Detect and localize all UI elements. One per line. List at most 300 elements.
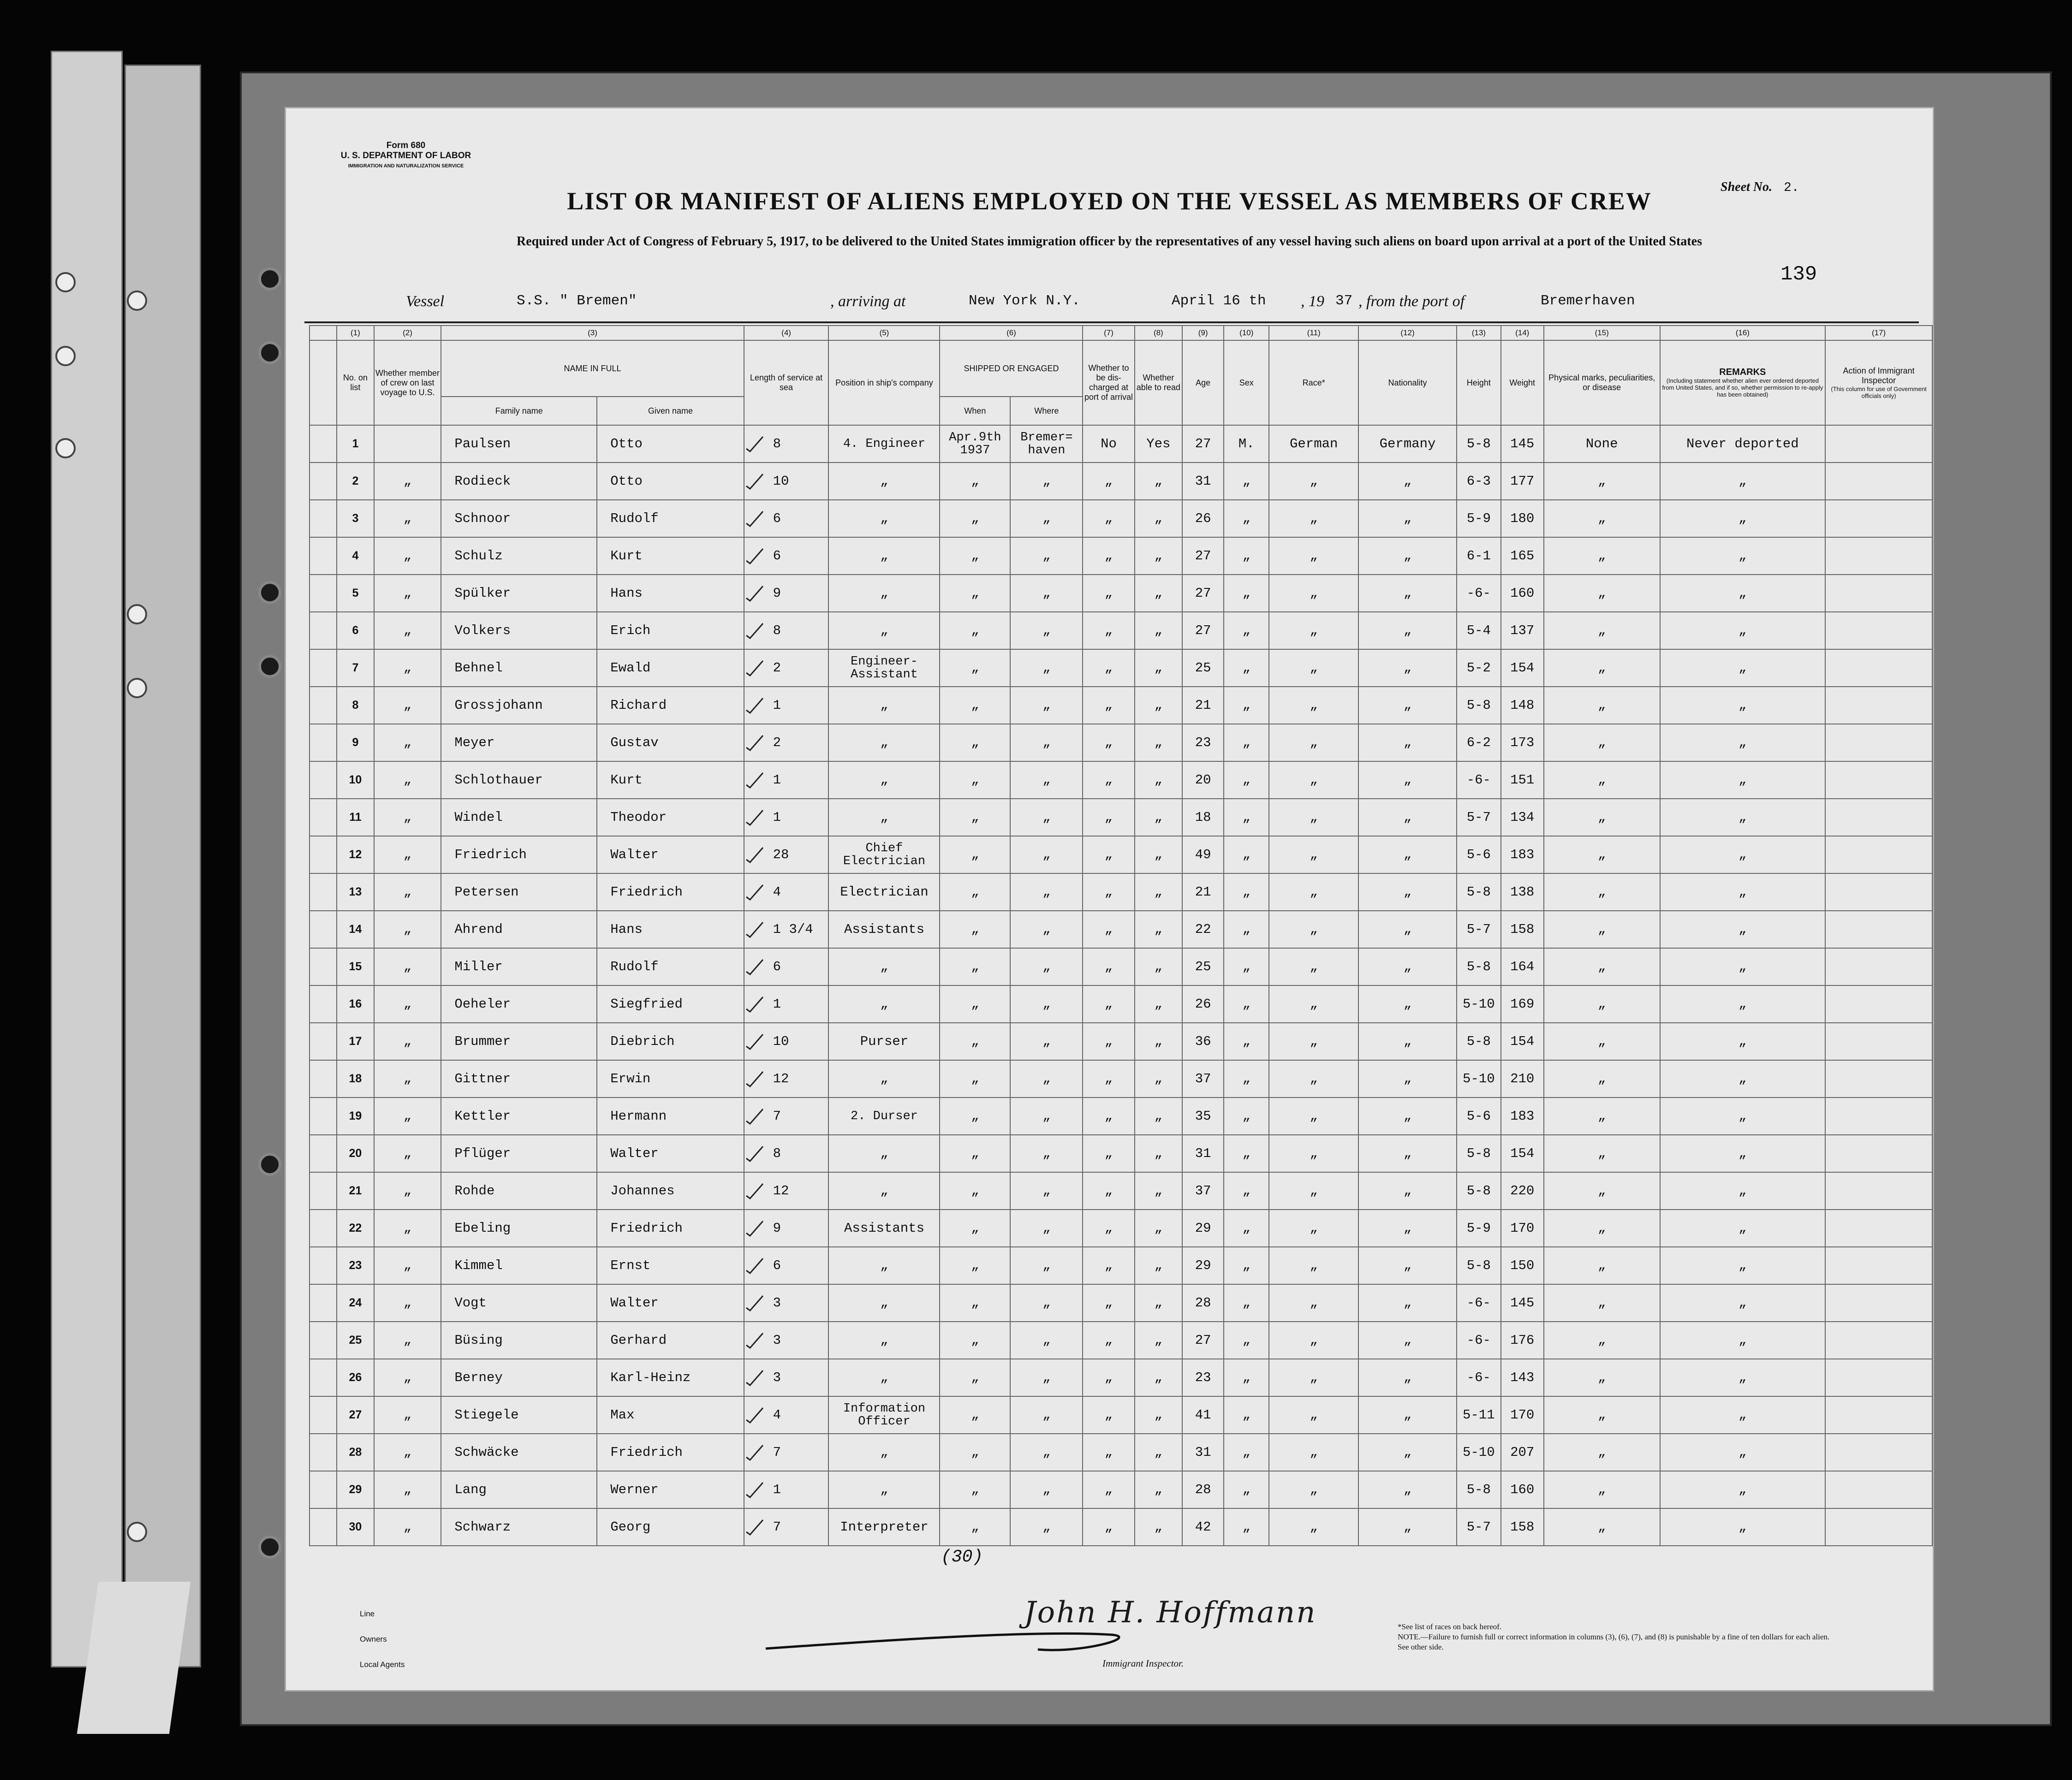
previous-voyage-cell: „ (374, 687, 441, 724)
page-number: 139 (1780, 263, 1817, 286)
given-name-cell: Max (597, 1396, 744, 1434)
race-cell: „ (1269, 761, 1358, 799)
shipped-where-cell: „ (1010, 799, 1083, 836)
row-margin-cell (310, 1284, 337, 1322)
shipped-when-cell: „ (940, 1471, 1010, 1508)
able-to-read-cell: „ (1135, 1172, 1183, 1210)
previous-voyage-cell: „ (374, 1247, 441, 1284)
given-name-cell: Gerhard (597, 1322, 744, 1359)
age-cell: 25 (1182, 649, 1224, 687)
age-cell: 37 (1182, 1060, 1224, 1098)
service-length-value: 3 (773, 1295, 781, 1311)
height-cell: 5-2 (1457, 649, 1500, 687)
shipped-where-cell: „ (1010, 1172, 1083, 1210)
position-cell: „ (828, 1434, 940, 1471)
check-mark-icon (744, 584, 765, 603)
physical-marks-cell: „ (1544, 1172, 1660, 1210)
service-length-value: 3 (773, 1370, 781, 1386)
family-name-cell: Oeheler (441, 985, 597, 1023)
inspector-action-cell (1825, 537, 1932, 575)
physical-marks-cell: „ (1544, 985, 1660, 1023)
given-name-cell: Ewald (597, 649, 744, 687)
race-cell: „ (1269, 500, 1358, 537)
year-prefix: , 19 (1301, 293, 1324, 310)
given-name-cell: Gustav (597, 724, 744, 761)
height-cell: 5-8 (1457, 1247, 1500, 1284)
age-cell: 26 (1182, 985, 1224, 1023)
department-name: U. S. DEPARTMENT OF LABOR (340, 151, 471, 160)
crew-row (310, 911, 1932, 948)
sex-cell: „ (1224, 1322, 1269, 1359)
crew-row (310, 1210, 1932, 1247)
height-cell: 5-8 (1457, 425, 1500, 463)
inspector-action-cell (1825, 612, 1932, 649)
position-cell: Information Officer (828, 1396, 940, 1434)
row-margin-cell (310, 687, 337, 724)
voyage-rule (304, 321, 1919, 323)
previous-voyage-cell: „ (374, 612, 441, 649)
remarks-cell: „ (1660, 575, 1826, 612)
header-name-in-full: NAME IN FULL (441, 340, 744, 397)
nationality-cell: „ (1358, 911, 1457, 948)
column-number: (1) (337, 326, 374, 340)
nationality-cell: „ (1358, 836, 1457, 873)
sex-cell: „ (1224, 1359, 1269, 1396)
weight-cell: 154 (1501, 1135, 1544, 1172)
discharged-cell: „ (1083, 537, 1134, 575)
binder-strip (9, 51, 212, 1729)
vessel-label: Vessel (406, 293, 445, 310)
nationality-cell: Germany (1358, 425, 1457, 463)
able-to-read-cell: „ (1135, 873, 1183, 911)
service-length-cell (744, 500, 829, 537)
position-cell: Assistants (828, 1210, 940, 1247)
given-name-cell: Kurt (597, 537, 744, 575)
check-mark-icon (744, 1145, 765, 1163)
header-race: Race* (1269, 340, 1358, 425)
previous-voyage-cell: „ (374, 1172, 441, 1210)
row-margin-cell (310, 1135, 337, 1172)
age-cell: 29 (1182, 1210, 1224, 1247)
service-length-cell (744, 948, 829, 985)
row-number: 17 (337, 1023, 374, 1060)
age-cell: 20 (1182, 761, 1224, 799)
age-cell: 49 (1182, 836, 1224, 873)
header-family-name: Family name (441, 397, 597, 425)
physical-marks-cell: „ (1544, 687, 1660, 724)
check-mark-icon (744, 1406, 765, 1424)
remarks-cell: „ (1660, 761, 1826, 799)
physical-marks-cell: „ (1544, 537, 1660, 575)
family-name-cell: Büsing (441, 1322, 597, 1359)
sex-cell: „ (1224, 911, 1269, 948)
remarks-cell: „ (1660, 1098, 1826, 1135)
service-length-value: 9 (773, 586, 781, 601)
discharged-cell: „ (1083, 836, 1134, 873)
previous-voyage-cell: „ (374, 649, 441, 687)
remarks-cell: „ (1660, 537, 1826, 575)
height-cell: 5-6 (1457, 836, 1500, 873)
physical-marks-cell: „ (1544, 1471, 1660, 1508)
family-name-cell: Berney (441, 1359, 597, 1396)
nationality-cell: „ (1358, 799, 1457, 836)
service-length-value: 3 (773, 1333, 781, 1348)
service-length-value: 10 (773, 1034, 789, 1050)
form-identifier (309, 141, 503, 171)
remarks-cell: „ (1660, 1284, 1826, 1322)
crew-row (310, 985, 1932, 1023)
nationality-cell: „ (1358, 463, 1457, 500)
position-cell: „ (828, 1247, 940, 1284)
previous-voyage-cell: „ (374, 948, 441, 985)
binder-ring (258, 1536, 281, 1559)
given-name-cell: Hans (597, 575, 744, 612)
shipped-where-cell: „ (1010, 948, 1083, 985)
height-cell: 5-7 (1457, 911, 1500, 948)
shipped-when-cell: „ (940, 1135, 1010, 1172)
row-number: 25 (337, 1322, 374, 1359)
shipped-when-cell: „ (940, 1098, 1010, 1135)
shipped-when-cell: „ (940, 1023, 1010, 1060)
service-length-value: 6 (773, 511, 781, 527)
nationality-cell: „ (1358, 687, 1457, 724)
inspector-action-cell (1825, 649, 1932, 687)
service-length-cell (744, 911, 829, 948)
able-to-read-cell: „ (1135, 1247, 1183, 1284)
position-cell: Interpreter (828, 1508, 940, 1546)
nationality-cell: „ (1358, 1247, 1457, 1284)
physical-marks-cell: „ (1544, 873, 1660, 911)
family-name-cell: Windel (441, 799, 597, 836)
shipped-where-cell: „ (1010, 1247, 1083, 1284)
discharged-cell: „ (1083, 1210, 1134, 1247)
family-name-cell: Ebeling (441, 1210, 597, 1247)
row-number: 10 (337, 761, 374, 799)
able-to-read-cell: „ (1135, 687, 1183, 724)
physical-marks-cell: „ (1544, 1284, 1660, 1322)
able-to-read-cell: „ (1135, 1284, 1183, 1322)
discharged-cell: „ (1083, 1508, 1134, 1546)
nationality-cell: „ (1358, 1508, 1457, 1546)
service-length-cell (744, 649, 829, 687)
punch-hole (127, 1522, 147, 1542)
family-name-cell: Petersen (441, 873, 597, 911)
check-mark-icon (744, 1257, 765, 1275)
shipped-where-cell: „ (1010, 1135, 1083, 1172)
family-name-cell: Schlothauer (441, 761, 597, 799)
nationality-cell: „ (1358, 1284, 1457, 1322)
sex-cell: „ (1224, 1172, 1269, 1210)
given-name-cell: Friedrich (597, 873, 744, 911)
shipped-where-cell: „ (1010, 537, 1083, 575)
age-cell: 29 (1182, 1247, 1224, 1284)
nationality-cell: „ (1358, 500, 1457, 537)
family-name-cell: Schnoor (441, 500, 597, 537)
header-inspector-action-label: Action of Immigrant Inspector (1843, 366, 1915, 385)
shipped-where-cell: „ (1010, 1471, 1083, 1508)
age-cell: 25 (1182, 948, 1224, 985)
height-cell: -6- (1457, 1322, 1500, 1359)
physical-marks-cell: „ (1544, 911, 1660, 948)
race-cell: „ (1269, 873, 1358, 911)
shipped-when-cell: „ (940, 1172, 1010, 1210)
previous-voyage-cell: „ (374, 575, 441, 612)
able-to-read-cell: „ (1135, 1434, 1183, 1471)
row-margin-cell (310, 1508, 337, 1546)
crew-row (310, 1172, 1932, 1210)
races-note: *See list of races on back hereof. (1398, 1622, 1502, 1631)
age-cell: 21 (1182, 873, 1224, 911)
discharged-cell: „ (1083, 761, 1134, 799)
discharged-cell: „ (1083, 948, 1134, 985)
shipped-when-cell: „ (940, 985, 1010, 1023)
given-name-cell: Walter (597, 1135, 744, 1172)
able-to-read-cell: „ (1135, 1396, 1183, 1434)
service-length-value: 1 (773, 772, 781, 788)
weight-cell: 151 (1501, 761, 1544, 799)
nationality-cell: „ (1358, 1359, 1457, 1396)
remarks-cell: „ (1660, 1322, 1826, 1359)
remarks-cell: „ (1660, 985, 1826, 1023)
discharged-cell: „ (1083, 799, 1134, 836)
race-cell: „ (1269, 612, 1358, 649)
given-name-cell: Rudolf (597, 500, 744, 537)
able-to-read-cell: „ (1135, 761, 1183, 799)
discharged-cell: „ (1083, 649, 1134, 687)
crew-row (310, 1284, 1932, 1322)
weight-cell: 164 (1501, 948, 1544, 985)
previous-voyage-cell: „ (374, 1060, 441, 1098)
service-length-cell (744, 537, 829, 575)
service-length-value: 1 (773, 997, 781, 1012)
discharged-cell: „ (1083, 911, 1134, 948)
discharged-cell: „ (1083, 500, 1134, 537)
shipped-when-cell: „ (940, 575, 1010, 612)
able-to-read-cell: „ (1135, 612, 1183, 649)
family-name-cell: Schulz (441, 537, 597, 575)
physical-marks-cell: „ (1544, 1396, 1660, 1434)
physical-marks-cell: „ (1544, 799, 1660, 836)
race-cell: „ (1269, 1060, 1358, 1098)
given-name-cell: Erwin (597, 1060, 744, 1098)
weight-cell: 169 (1501, 985, 1544, 1023)
weight-cell: 148 (1501, 687, 1544, 724)
family-name-cell: Brummer (441, 1023, 597, 1060)
header-remarks-note: (Including statement whether alien ever ordered deported from United States, and if so, whether permission to re-apply has been obtained) (1662, 377, 1823, 398)
position-cell: „ (828, 500, 940, 537)
previous-voyage-cell: „ (374, 1098, 441, 1135)
given-name-cell: Otto (597, 463, 744, 500)
nationality-cell: „ (1358, 1098, 1457, 1135)
header-physical-marks: Physical marks, peculiarities, or disease (1544, 340, 1660, 425)
sex-cell: „ (1224, 1508, 1269, 1546)
departure-port: Bremerhaven (1541, 293, 1635, 309)
sex-cell: „ (1224, 1471, 1269, 1508)
column-number: (7) (1083, 326, 1134, 340)
row-margin-cell (310, 1396, 337, 1434)
shipped-when-cell: „ (940, 1359, 1010, 1396)
race-cell: „ (1269, 1322, 1358, 1359)
shipped-when-cell: „ (940, 687, 1010, 724)
shipped-when-cell: „ (940, 724, 1010, 761)
able-to-read-cell: „ (1135, 836, 1183, 873)
able-to-read-cell: „ (1135, 1322, 1183, 1359)
service-length-value: 12 (773, 1183, 789, 1199)
inspector-action-cell (1825, 1023, 1932, 1060)
row-number: 29 (337, 1471, 374, 1508)
footer-line-label: Line (360, 1609, 375, 1618)
binder-ring (258, 1153, 281, 1176)
previous-voyage-cell: „ (374, 1284, 441, 1322)
crew-row (310, 1508, 1932, 1546)
column-number: (5) (828, 326, 940, 340)
discharged-cell: „ (1083, 612, 1134, 649)
row-number: 27 (337, 1396, 374, 1434)
age-cell: 41 (1182, 1396, 1224, 1434)
race-cell: „ (1269, 1023, 1358, 1060)
crew-row (310, 425, 1932, 463)
age-cell: 27 (1182, 612, 1224, 649)
crew-row (310, 1471, 1932, 1508)
position-cell: „ (828, 761, 940, 799)
header-length-of-service: Length of service at sea (744, 340, 829, 425)
physical-marks-cell: „ (1544, 1210, 1660, 1247)
age-cell: 28 (1182, 1284, 1224, 1322)
shipped-when-cell: „ (940, 761, 1010, 799)
service-length-value: 8 (773, 623, 781, 639)
previous-voyage-cell: „ (374, 761, 441, 799)
check-mark-icon (744, 1070, 765, 1088)
inspector-action-cell (1825, 500, 1932, 537)
age-cell: 28 (1182, 1471, 1224, 1508)
remarks-cell: „ (1660, 1359, 1826, 1396)
remarks-cell: „ (1660, 1060, 1826, 1098)
footer-agents-label: Local Agents (360, 1660, 405, 1669)
position-cell: 4. Engineer (828, 425, 940, 463)
family-name-cell: Spülker (441, 575, 597, 612)
discharged-cell: „ (1083, 1098, 1134, 1135)
position-cell: „ (828, 1135, 940, 1172)
remarks-cell: „ (1660, 1210, 1826, 1247)
nationality-cell: „ (1358, 1396, 1457, 1434)
column-number: (13) (1457, 326, 1500, 340)
row-margin-cell (310, 500, 337, 537)
shipped-when-cell: „ (940, 649, 1010, 687)
service-length-value: 8 (773, 436, 781, 452)
given-name-cell: Hermann (597, 1098, 744, 1135)
crew-rows (310, 425, 1932, 1546)
sex-cell: „ (1224, 724, 1269, 761)
age-cell: 31 (1182, 1434, 1224, 1471)
crew-row (310, 1247, 1932, 1284)
discharged-cell: „ (1083, 1135, 1134, 1172)
previous-voyage-cell: „ (374, 1359, 441, 1396)
row-number: 18 (337, 1060, 374, 1098)
position-cell: „ (828, 1172, 940, 1210)
row-margin-cell (310, 463, 337, 500)
service-length-value: 4 (773, 884, 781, 900)
weight-cell: 143 (1501, 1359, 1544, 1396)
family-name-cell: Lang (441, 1471, 597, 1508)
inspector-action-cell (1825, 463, 1932, 500)
service-length-value: 6 (773, 959, 781, 975)
race-cell: „ (1269, 537, 1358, 575)
race-cell: „ (1269, 799, 1358, 836)
service-length-value: 7 (773, 1445, 781, 1460)
given-name-cell: Otto (597, 425, 744, 463)
able-to-read-cell: „ (1135, 649, 1183, 687)
shipped-when-cell: „ (940, 836, 1010, 873)
row-margin-cell (310, 724, 337, 761)
inspector-action-cell (1825, 425, 1932, 463)
position-cell: „ (828, 1359, 940, 1396)
row-margin-cell (310, 799, 337, 836)
age-cell: 26 (1182, 500, 1224, 537)
row-number: 14 (337, 911, 374, 948)
column-number: (16) (1660, 326, 1826, 340)
able-to-read-cell: „ (1135, 724, 1183, 761)
previous-voyage-cell: „ (374, 1471, 441, 1508)
row-number: 16 (337, 985, 374, 1023)
check-mark-icon (744, 1518, 765, 1537)
given-name-cell: Ernst (597, 1247, 744, 1284)
shipped-where-cell: „ (1010, 724, 1083, 761)
crew-row (310, 799, 1932, 836)
row-number: 26 (337, 1359, 374, 1396)
nationality-cell: „ (1358, 1135, 1457, 1172)
able-to-read-cell: „ (1135, 1135, 1183, 1172)
family-name-cell: Miller (441, 948, 597, 985)
service-length-value: 1 3/4 (773, 922, 813, 937)
age-cell: 36 (1182, 1023, 1224, 1060)
inspector-action-cell (1825, 761, 1932, 799)
able-to-read-cell: „ (1135, 1060, 1183, 1098)
able-to-read-cell: „ (1135, 911, 1183, 948)
crew-row (310, 761, 1932, 799)
header-sex: Sex (1224, 340, 1269, 425)
punch-hole (127, 291, 147, 311)
race-cell: „ (1269, 1396, 1358, 1434)
check-mark-icon (744, 958, 765, 976)
family-name-cell: Paulsen (441, 425, 597, 463)
remarks-cell: „ (1660, 873, 1826, 911)
remarks-cell: „ (1660, 463, 1826, 500)
remarks-cell: „ (1660, 948, 1826, 985)
remarks-cell: „ (1660, 1434, 1826, 1471)
header-no-on-list: No. on list (337, 340, 374, 425)
physical-marks-cell: „ (1544, 948, 1660, 985)
sex-cell: „ (1224, 1098, 1269, 1135)
margin-column-header (310, 340, 337, 425)
inspector-action-cell (1825, 1471, 1932, 1508)
previous-voyage-cell: „ (374, 873, 441, 911)
height-cell: 5-8 (1457, 1023, 1500, 1060)
row-number: 6 (337, 612, 374, 649)
age-cell: 42 (1182, 1508, 1224, 1546)
inspector-action-cell (1825, 1508, 1932, 1546)
inspector-action-cell (1825, 1284, 1932, 1322)
header-position: Position in ship's company (828, 340, 940, 425)
height-cell: 5-7 (1457, 799, 1500, 836)
row-margin-cell (310, 873, 337, 911)
remarks-cell: „ (1660, 799, 1826, 836)
shipped-where-cell: „ (1010, 1023, 1083, 1060)
row-number: 28 (337, 1434, 374, 1471)
row-number: 11 (337, 799, 374, 836)
service-length-value: 9 (773, 1221, 781, 1236)
service-length-cell (744, 1247, 829, 1284)
check-mark-icon (744, 510, 765, 528)
